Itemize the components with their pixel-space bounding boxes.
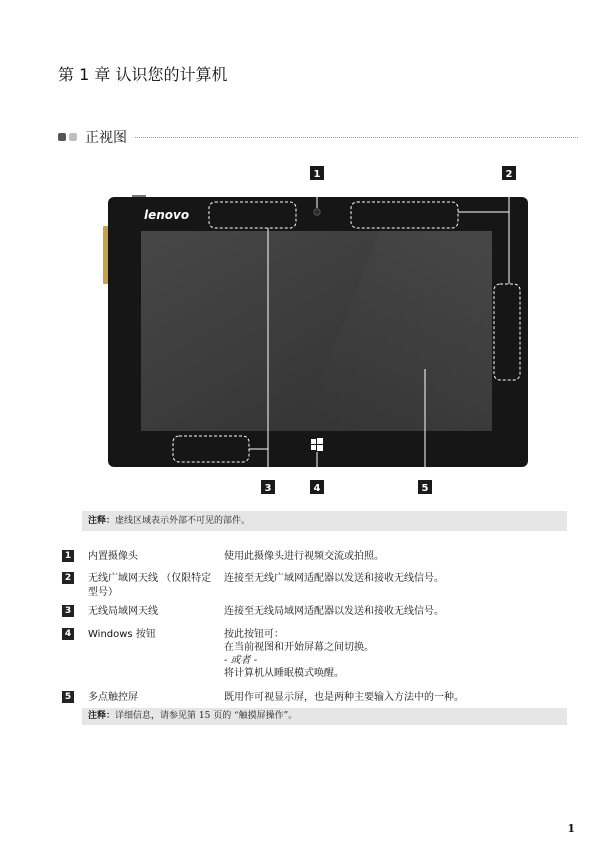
page-number: 1: [567, 822, 575, 835]
note-label: 注释：: [88, 711, 116, 721]
item-term: Windows 按钮: [88, 629, 156, 640]
svg-text:4: 4: [313, 483, 321, 494]
item-number: 3: [62, 605, 74, 617]
item-term: 多点触控屏: [88, 692, 138, 703]
callout-badge-2: [502, 166, 516, 180]
note-text: 虚线区域表示外部不可见的部件。: [115, 516, 251, 526]
camera-icon: [314, 209, 320, 215]
svg-text:5: 5: [421, 483, 429, 494]
side-button: [103, 226, 108, 284]
note-top: [82, 511, 567, 531]
note-label: 注释：: [88, 516, 116, 526]
svg-text:2: 2: [505, 169, 513, 180]
item-term: 内置摄像头: [88, 551, 138, 562]
item-desc: 连接至无线广域网适配器以发送和接收无线信号。: [224, 573, 444, 584]
item-number: 4: [62, 628, 74, 640]
callout-badge-4: [310, 480, 324, 494]
item-number: 2: [62, 572, 74, 584]
item-term: 无线局域网天线: [88, 606, 158, 617]
item-desc: 既用作可视显示屏，也是两种主要输入方法中的一种。: [224, 692, 464, 703]
callout-badge-1: [310, 166, 324, 180]
brand-logo: lenovo: [144, 208, 190, 222]
svg-text:1: 1: [313, 169, 321, 180]
callout-badge-3: [261, 480, 275, 494]
svg-text:3: 3: [264, 483, 272, 494]
callout-badge-5: [418, 480, 432, 494]
item-term: 无线广域网天线 （仅限特定型号）: [88, 573, 212, 598]
item-number: 5: [62, 691, 74, 703]
section-title: 正视图: [85, 130, 127, 146]
note-bottom: [82, 708, 567, 725]
item-number: 1: [62, 550, 74, 562]
chapter-title: 第 1 章 认识您的计算机: [58, 65, 228, 84]
item-desc: 使用此摄像头进行视频交流或拍照。: [224, 551, 384, 562]
note-text: 详细信息，请参见第 15 页的 “触摸屏操作”。: [115, 711, 298, 721]
item-desc: 按此按钮可： 在当前视图和开始屏幕之间切换。 - 或者 - 将计算机从睡眠模式唤醒。: [224, 629, 374, 679]
item-desc: 连接至无线局域网适配器以发送和接收无线信号。: [224, 606, 444, 617]
